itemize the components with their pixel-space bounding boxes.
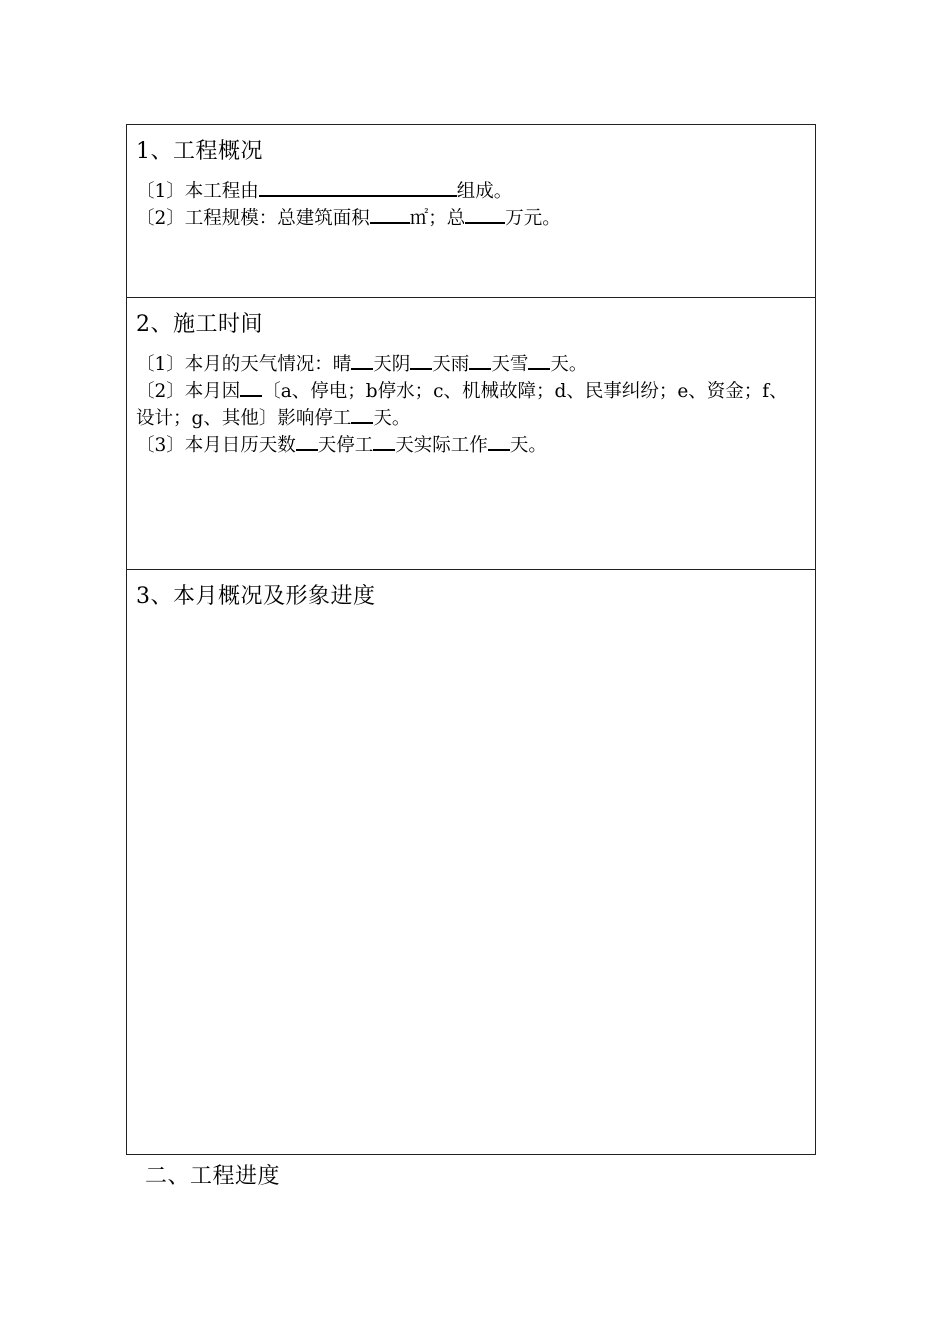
text: 天阴: [373, 354, 411, 375]
cost-blank[interactable]: [465, 204, 505, 224]
weather-line: [136, 350, 806, 377]
text: 〔2〕工程规模：总建筑面积: [136, 208, 370, 229]
scale-line: [136, 204, 806, 231]
text: 〔1〕本工程由: [136, 181, 259, 202]
monthly-report-table: [126, 124, 816, 1155]
project-overview-section: [127, 125, 815, 298]
text: 〔a、停电；b停水；c、机械故障；d、民事纠纷；e、资金；f、设计；g、其他〕影响停工: [136, 381, 788, 429]
rainy-days-blank[interactable]: [469, 350, 491, 370]
text: 〔1〕本月的天气情况：晴: [136, 354, 352, 375]
text: 组成。: [456, 181, 513, 202]
section-title: 3、本月概况及形象进度: [136, 584, 376, 609]
stoppage-reason-line: [136, 377, 806, 431]
area-blank[interactable]: [370, 204, 410, 224]
text: 〔2〕本月因: [136, 381, 241, 402]
text: 天雪: [491, 354, 529, 375]
composition-line: [136, 177, 806, 204]
project-progress-heading: 二、工程进度: [145, 1164, 281, 1189]
text: 天实际工作: [395, 435, 488, 456]
section-title: 2、施工时间: [136, 312, 263, 337]
stopped-days-blank[interactable]: [373, 431, 395, 451]
text: 天。: [550, 354, 588, 375]
construction-time-section: [127, 298, 815, 570]
text: 万元。: [505, 208, 561, 229]
composition-blank[interactable]: [259, 177, 457, 197]
reason-blank[interactable]: [240, 377, 262, 397]
cloudy-days-blank[interactable]: [410, 350, 432, 370]
text: 〔3〕本月日历天数: [136, 435, 296, 456]
text: ㎡；总: [409, 208, 466, 229]
working-days-blank[interactable]: [488, 431, 510, 451]
text: 天。: [509, 435, 547, 456]
text: 天停工: [317, 435, 374, 456]
text: 天。: [373, 408, 411, 429]
snowy-days-blank[interactable]: [528, 350, 550, 370]
text: 天雨: [432, 354, 470, 375]
progress-section: [127, 570, 815, 1154]
calendar-days-line: [136, 431, 806, 458]
sunny-days-blank[interactable]: [351, 350, 373, 370]
section-title: 1、工程概况: [136, 139, 263, 164]
calendar-days-blank[interactable]: [296, 431, 318, 451]
stoppage-days-blank[interactable]: [351, 404, 373, 424]
